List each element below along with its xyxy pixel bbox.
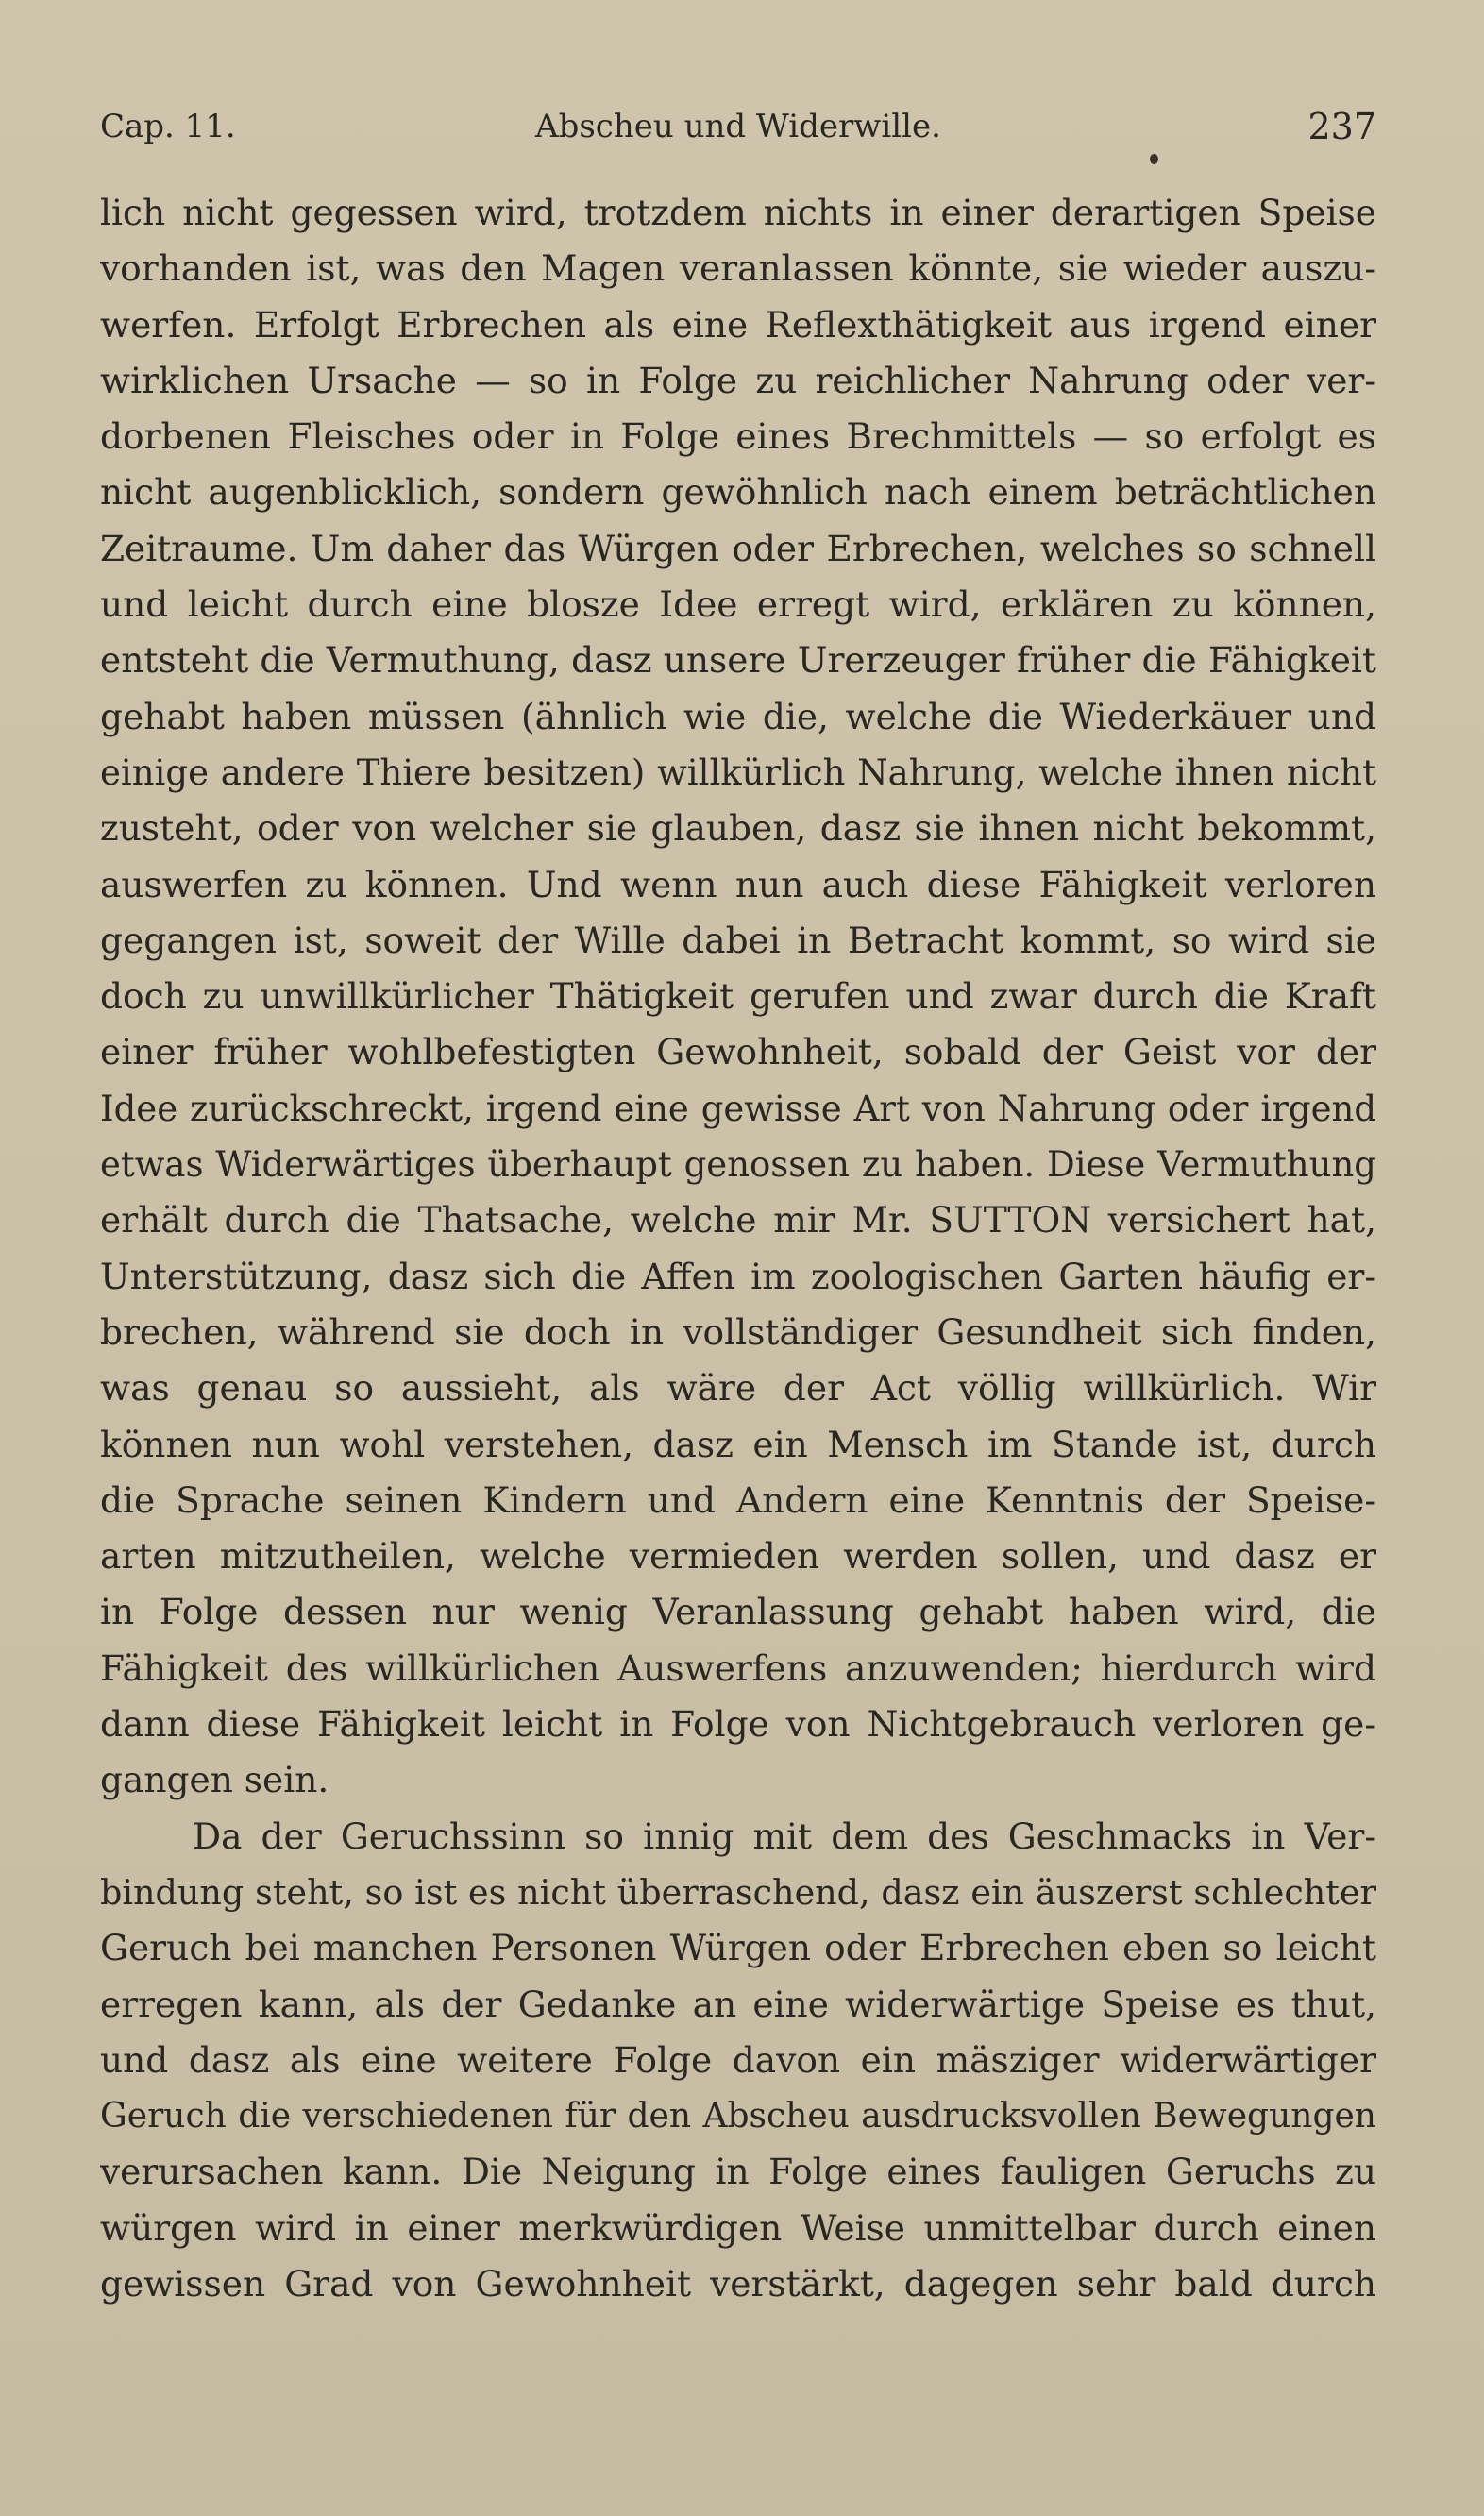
text-line: dann diese Fähigkeit leicht in Folge von Nichtgebrauch verloren ge- — [100, 1703, 1376, 1746]
text-line: gegangen ist, soweit der Wille dabei in Betracht kommt, so wird sie — [100, 919, 1376, 961]
text-line: arten mitzutheilen, welche vermieden werden sollen, und dasz er — [100, 1535, 1376, 1578]
text-line: und leicht durch eine blosze Idee erregt wird, erklären zu können, — [100, 583, 1376, 626]
text-line: entsteht die Vermuthung, dasz unsere Urerzeuger früher die Fähigkeit — [100, 639, 1376, 682]
paragraph-end-line: gangen sein. — [100, 1759, 329, 1801]
text-line: lich nicht gegessen wird, trotzdem nichts in einer derartigen Speise — [100, 192, 1376, 233]
text-line: und dasz als eine weitere Folge davon ein mäsziger widerwärtiger — [100, 2038, 1376, 2081]
text-line: wirklichen Ursache — so in Folge zu reichlicher Nahrung oder ver- — [100, 359, 1376, 401]
text-line: Geruch bei manchen Personen Würgen oder Erbrechen eben so leicht — [100, 1927, 1376, 1969]
text-line: zusteht, oder von welcher sie glauben, dasz sie ihnen nicht bekommt, — [100, 807, 1376, 850]
text-line: dorbenen Fleisches oder in Folge eines Brechmittels — so erfolgt es — [100, 415, 1376, 458]
text-line: werfen. Erfolgt Erbrechen als eine Reflexthätigkeit aus irgend einer — [100, 303, 1376, 346]
running-head — [100, 102, 1376, 151]
text-line: etwas Widerwärtiges überhaupt genossen zu haben. Diese Vermuthung — [100, 1144, 1376, 1186]
text-line: verursachen kann. Die Neigung in Folge eines fauligen Geruchs zu — [100, 2151, 1376, 2193]
text-line: einige andere Thiere besitzen) willkürlich Nahrung, welche ihnen nicht — [100, 751, 1376, 793]
text-line: würgen wird in einer merkwürdigen Weise unmittelbar durch einen — [100, 2206, 1376, 2249]
text-line: doch zu unwillkürlicher Thätigkeit gerufen und zwar durch die Kraft — [100, 975, 1376, 1018]
text-line: gewissen Grad von Gewohnheit verstärkt, dagegen sehr bald durch — [100, 2262, 1376, 2305]
text-line: vorhanden ist, was den Magen veranlassen könnte, sie wieder auszu- — [100, 247, 1376, 290]
text-line: bindung steht, so ist es nicht überraschend, dasz ein äuszerst schlechter — [100, 1871, 1376, 1913]
text-line: einer früher wohlbefestigten Gewohnheit, sobald der Geist vor der — [100, 1031, 1376, 1073]
text-line: erhält durch die Thatsache, welche mir Mr. SUTTON versichert hat, — [100, 1199, 1376, 1241]
page-number: 237 — [1307, 106, 1376, 147]
text-line: in Folge dessen nur wenig Veranlassung gehabt haben wird, die — [100, 1591, 1376, 1633]
text-line: nicht augenblicklich, sondern gewöhnlich nach einem beträchtlichen — [100, 471, 1376, 514]
text-line: brechen, während sie doch in vollständiger Gesundheit sich finden, — [100, 1310, 1376, 1353]
paragraph-start-line: Da der Geruchssinn so innig mit dem des Geschmacks in Ver- — [193, 1815, 1376, 1857]
text-line: Idee zurückschreckt, irgend eine gewisse Art von Nahrung oder irgend — [100, 1088, 1376, 1129]
text-line: Zeitraume. Um daher das Würgen oder Erbrechen, welches so schnell — [100, 527, 1376, 569]
text-line: Unterstützung, dasz sich die Affen im zoologischen Garten häufig er- — [100, 1255, 1376, 1297]
text-line: was genau so aussieht, als wäre der Act völlig willkürlich. Wir — [100, 1367, 1376, 1410]
body-text — [100, 185, 1376, 2312]
text-line: auswerfen zu können. Und wenn nun auch diese Fähigkeit verloren — [100, 863, 1376, 905]
text-line: erregen kann, als der Gedanke an eine widerwärtige Speise es thut, — [100, 1983, 1376, 2025]
text-line: Geruch die verschiedenen für den Abscheu ausdrucksvollen Bewegungen — [100, 2097, 1376, 2136]
text-line: die Sprache seinen Kindern und Andern eine Kenntnis der Speise- — [100, 1478, 1376, 1521]
text-line: Fähigkeit des willkürlichen Auswerfens anzuwenden; hierdurch wird — [100, 1646, 1376, 1689]
text-line: können nun wohl verstehen, dasz ein Mensch im Stande ist, durch — [100, 1423, 1376, 1465]
text-line: gehabt haben müssen (ähnlich wie die, welche die Wiederkäuer und — [100, 695, 1376, 737]
ink-speck — [1150, 154, 1158, 164]
chapter-label: Cap. 11. — [100, 108, 236, 145]
running-title: Abscheu und Widerwille. — [535, 108, 941, 145]
